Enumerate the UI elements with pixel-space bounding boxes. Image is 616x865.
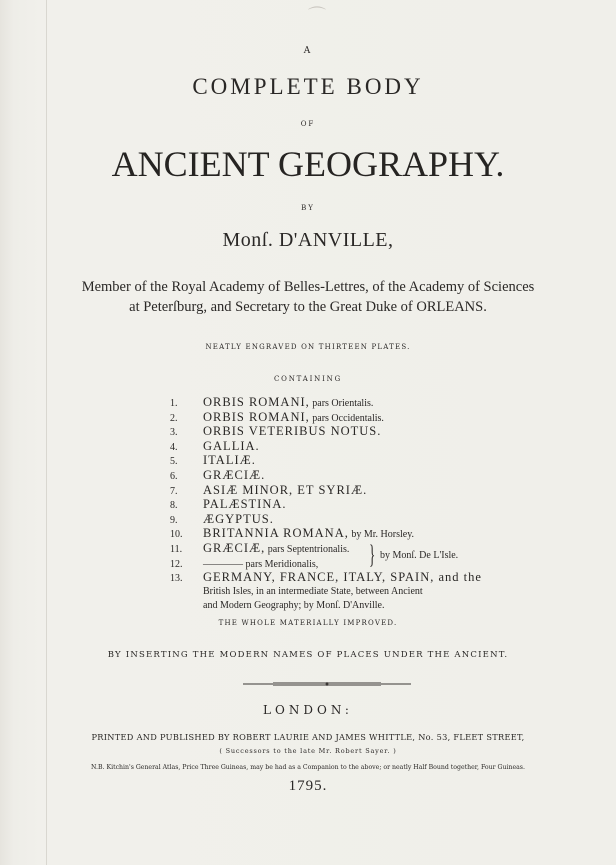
list-item: 6. GRÆCIÆ. [170, 467, 266, 482]
title-line-1: COMPLETE BODY [192, 74, 424, 99]
imprint-year: 1795. [288, 778, 328, 794]
imprint-publisher: PRINTED AND PUBLISHED BY ROBERT LAURIE AND JAMES WHITTLE, No. 53, FLEET STREET, [91, 732, 525, 742]
plates-list [170, 395, 490, 614]
containing-heading: CONTAINING [274, 375, 342, 383]
credentials [0, 277, 616, 317]
credentials-line-1: Member of the Royal Academy of Belles-Lettres, of the Academy of Sciences [81, 279, 535, 295]
engraved-note: NEATLY ENGRAVED ON THIRTEEN PLATES. [205, 343, 411, 351]
list-item: 4. GALLIA. [170, 438, 260, 453]
list-item: 12. ———— pars Meridionalis, [170, 558, 319, 570]
list-item: 13. GERMANY, FRANCE, ITALY, SPAIN, and the [170, 569, 482, 584]
list-item-continuation: and Modern Geography; by Monſ. D'Anville. [203, 600, 385, 612]
title-article: A [303, 46, 313, 56]
list-item: 3. ORBIS VETERIBUS NOTUS. [170, 424, 382, 439]
imprint-successors: ( Successors to the late Mr. Robert Sayer. ) [219, 747, 397, 755]
author-name: Monſ. D'ANVILLE, [222, 229, 394, 251]
inserting-note: BY INSERTING THE MODERN NAMES OF PLACES UNDER THE ANCIENT. [107, 650, 509, 660]
title-line-2: ANCIENT GEOGRAPHY. [111, 144, 505, 184]
list-item: 9. ÆGYPTUS. [170, 511, 274, 526]
list-item: 1. ORBIS ROMANI, pars Orientalis. [170, 395, 374, 409]
list-item-continuation: British Isles, in an intermediate State, between Ancient [203, 585, 423, 597]
imprint-place: LONDON: [263, 703, 353, 717]
list-item: 5. ITALIÆ. [170, 453, 256, 468]
plates-11-12 [170, 541, 490, 570]
plates-credit: by Monſ. De L'Isle. [380, 549, 459, 561]
list-item: 2. ORBIS ROMANI, pars Occidentalis. [170, 409, 384, 424]
ornamental-rule [243, 681, 411, 687]
title-by: BY [301, 204, 315, 212]
credentials-line-2: at Peterſburg, and Secretary to the Great Duke of ORLEANS. [129, 299, 487, 315]
list-item: 10. BRITANNIA ROMANA, by Mr. Horsley. [170, 526, 415, 541]
title-of: OF [300, 120, 316, 128]
ink-mark: ⌒ [308, 6, 326, 27]
list-item: 11. GRÆCIÆ, pars Septentrionalis. [170, 540, 350, 555]
list-item: 8. PALÆSTINA. [170, 497, 287, 512]
list-item: 7. ASIÆ MINOR, ET SYRIÆ. [170, 482, 368, 497]
brace-symbol: } [369, 539, 376, 569]
imprint-note: N.B. Kitchin's General Atlas, Price Three Guineas, may be had as a Companion to the above; or neatly Half Bound together, Four Guineas. [91, 764, 525, 771]
improved-note: THE WHOLE MATERIALLY IMPROVED. [218, 619, 398, 627]
